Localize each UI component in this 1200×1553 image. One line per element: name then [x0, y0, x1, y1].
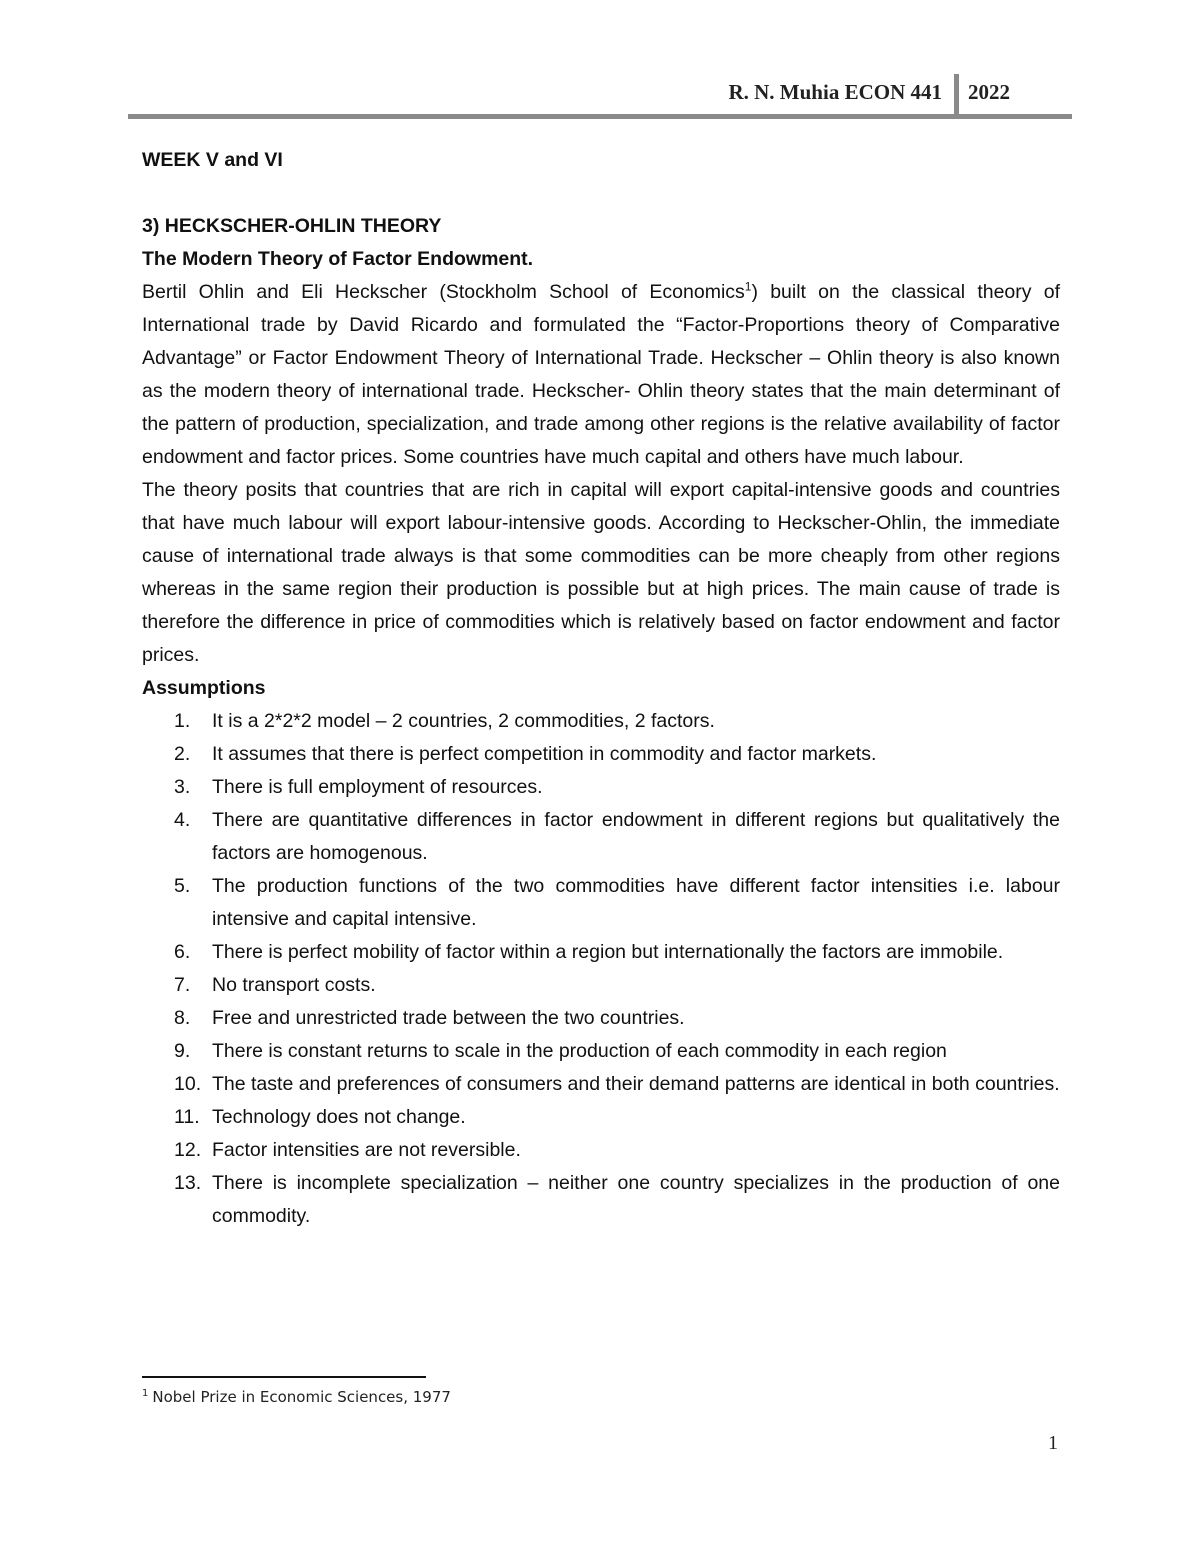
list-item-number: 3.	[174, 776, 191, 798]
list-item	[142, 969, 1060, 1002]
page-number: 1	[1048, 1432, 1058, 1454]
list-item-text: The taste and preferences of consumers and their demand patterns are identical in both countries.	[212, 1073, 1060, 1095]
paragraph-theory: The theory posits that countries that are rich in capital will export capital-intensive goods and countries that have much labour will export labour-intensive goods. According to Heckscher-Ohlin, the immediate cause of international trade always is that some commodities can be more cheaply from other regions whereas in the same region their production is possible but at high prices. The main cause of trade is therefore the difference in price of commodities which is relatively based on factor endowment and factor prices.	[142, 479, 1060, 666]
list-item-text: No transport costs.	[212, 974, 376, 996]
list-item	[142, 771, 1060, 804]
section-title: 3) HECKSCHER-OHLIN THEORY	[142, 215, 442, 237]
list-item-number: 8.	[174, 1007, 191, 1029]
list-item	[142, 705, 1060, 738]
list-item-number: 1.	[174, 710, 191, 732]
list-item	[142, 936, 1060, 969]
list-item-number: 10.	[174, 1073, 202, 1095]
list-item	[142, 1002, 1060, 1035]
list-item-text: Technology does not change.	[212, 1106, 466, 1128]
list-item-number: 2.	[174, 743, 191, 765]
list-item-number: 12.	[174, 1139, 202, 1161]
list-item-number: 5.	[174, 875, 191, 897]
list-item	[142, 1068, 1060, 1101]
footnote-marker: 1	[142, 1388, 149, 1399]
list-item-number: 11.	[174, 1106, 200, 1128]
header-year: 2022	[968, 80, 1010, 104]
list-item	[142, 1167, 1060, 1233]
week-title: WEEK V and VI	[142, 149, 283, 171]
header-rule	[128, 114, 1072, 119]
paragraph-intro	[142, 276, 1060, 474]
list-item	[142, 1134, 1060, 1167]
paragraph-intro-text-cont: ) built on the classical theory of International trade by David Ricardo and formulated the “Factor-Proportions theory of Comparative Advantage” or Factor Endowment Theory of International Trade. Heckscher – Ohlin theory is also known as the modern theory of international trade. Heckscher- Ohlin theory states that the main determinant of the pattern of production, specialization, and trade among other regions is the relative availability of factor endowment and factor prices. Some countries have much capital and others have much labour.	[142, 281, 1061, 468]
list-item-text: There is incomplete specialization – neither one country specializes in the production of one commodity.	[212, 1172, 1060, 1227]
list-item-text: There is constant returns to scale in the production of each commodity in each region	[212, 1040, 947, 1062]
list-item	[142, 1101, 1060, 1134]
list-item-number: 6.	[174, 941, 191, 963]
assumptions-heading: Assumptions	[142, 677, 266, 699]
list-item-number: 9.	[174, 1040, 191, 1062]
document-body	[142, 144, 1060, 1233]
footnote-text: Nobel Prize in Economic Sciences, 1977	[152, 1388, 451, 1406]
header-separator	[954, 74, 959, 114]
list-item	[142, 1035, 1060, 1068]
list-item-text: There is full employment of resources.	[212, 776, 543, 798]
page-header	[128, 74, 1072, 120]
paragraph-intro-text: Bertil Ohlin and Eli Heckscher (Stockholm School of Economics	[142, 281, 745, 303]
list-item	[142, 804, 1060, 870]
list-item-text: There is perfect mobility of factor within a region but internationally the factors are immobile.	[212, 941, 1004, 963]
list-item-number: 13.	[174, 1172, 202, 1194]
list-item-text: It assumes that there is perfect competition in commodity and factor markets.	[212, 743, 877, 765]
list-item-number: 4.	[174, 809, 191, 831]
list-item-text: The production functions of the two commodities have different factor intensities i.e. labour intensive and capital intensive.	[212, 875, 1060, 930]
list-item-text: Free and unrestricted trade between the two countries.	[212, 1007, 685, 1029]
section-subtitle: The Modern Theory of Factor Endowment.	[142, 248, 534, 270]
list-item	[142, 870, 1060, 936]
list-item-number: 7.	[174, 974, 191, 996]
assumptions-list	[142, 705, 1060, 1233]
footnote	[142, 1388, 451, 1406]
list-item-text: There are quantitative differences in factor endowment in different regions but qualitatively the factors are homogenous.	[212, 809, 1060, 864]
list-item-text: Factor intensities are not reversible.	[212, 1139, 521, 1161]
footnote-separator	[142, 1376, 426, 1378]
footnote-reference[interactable]: 1	[744, 279, 752, 294]
list-item	[142, 738, 1060, 771]
header-author-course: R. N. Muhia ECON 441	[728, 80, 942, 104]
list-item-text: It is a 2*2*2 model – 2 countries, 2 commodities, 2 factors.	[212, 710, 715, 732]
